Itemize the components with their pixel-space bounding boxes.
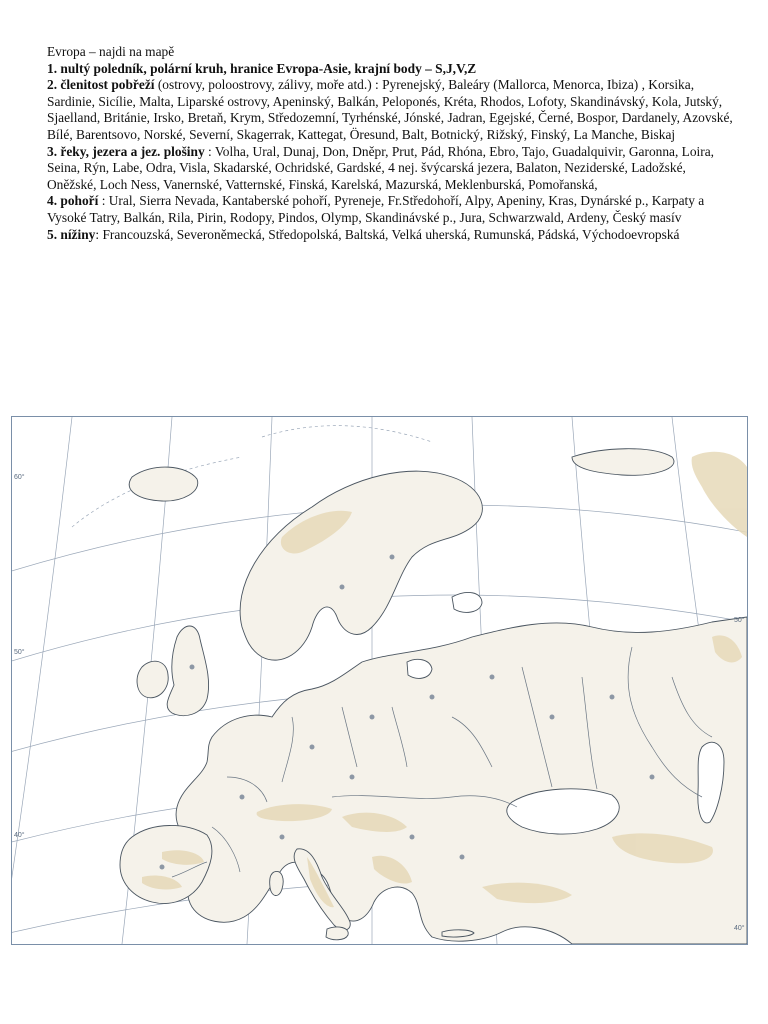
- section-1-title: 1. nultý poledník, polární kruh, hranice Evropa-Asie, krajní body – S,J,V,Z: [47, 60, 477, 76]
- section-4: [47, 193, 737, 226]
- section-4-title: 4. pohoří: [47, 193, 99, 209]
- section-5-title: 5. nížiny: [47, 226, 96, 242]
- section-2-body: (ostrovy, poloostrovy, zálivy, moře atd.) : Pyrenejský, Baleáry (Mallorca, Menorca, Ibiza) , Korsika, Sardinie, Sicílie, Malta, Liparské ostrovy, Apeninský, Balkán, Peloponés, Kréta, Rhodos, Lofoty, Skandinávský, Kola, Jutský, Sjaelland, Británie, Irsko, Bretaň, Krym, Středozemní, Tyrhénské, Jónské, Jadran, Egejské, Černé, Bospor, Dardanely, Azovské, Bílé, Barentsovo, Norské, Severní, Skagerrak, Kattegat, Öresund, Balt, Botnický, Rižský, Finský, La Manche, Biskaj: [47, 77, 733, 142]
- heading: Evropa – najdi na mapě: [47, 44, 175, 59]
- section-2: [47, 77, 737, 143]
- map-svg: [12, 417, 747, 944]
- latitude-label-50: 50°: [14, 649, 25, 656]
- section-4-body: : Ural, Sierra Nevada, Kantaberské pohoří, Pyreneje, Fr.Středohoří, Alpy, Apeniny, Kras, Dynárské p., Karpaty a Vysoké Tatry, Balkán, Rila, Pirin, Rodopy, Pindos, Olymp, Skandinávské p., Jura, Schwarzwald, Ardeny, Český masív: [47, 193, 705, 225]
- latitude-label-40: 40°: [14, 832, 25, 839]
- blank-map-of-europe: [11, 416, 748, 945]
- section-3: [47, 144, 737, 194]
- assignment-text: [47, 44, 737, 243]
- latitude-label-60: 60°: [14, 474, 25, 481]
- section-5-body: : Francouzská, Severoněmecká, Středopolská, Baltská, Velká uherská, Rumunská, Pádská, Východoevropská: [95, 226, 680, 242]
- section-3-body: : Volha, Ural, Dunaj, Don, Dněpr, Prut, Pád, Rhóna, Ebro, Tajo, Guadalquivir, Garonna, Loira, Seina, Rýn, Labe, Odra, Visla, Skadarské, Ochridské, Gardské, 4 nej. švýcarská jezera, Balaton, Neziderské, Ladožské, Oněžské, Loch Ness, Vanernské, Vatternské, Finská, Karelská, Mazurská, Meklenburská, Pomořanská,: [47, 143, 715, 192]
- section-5: [47, 227, 737, 244]
- section-3-title: 3. řeky, jezera a jez. plošiny: [47, 143, 205, 159]
- section-1: [47, 61, 737, 78]
- section-2-title: 2. členitost pobřeží: [47, 77, 155, 93]
- latitude-label-50-right: 50°: [734, 617, 745, 624]
- latitude-label-40-right: 40°: [734, 925, 745, 932]
